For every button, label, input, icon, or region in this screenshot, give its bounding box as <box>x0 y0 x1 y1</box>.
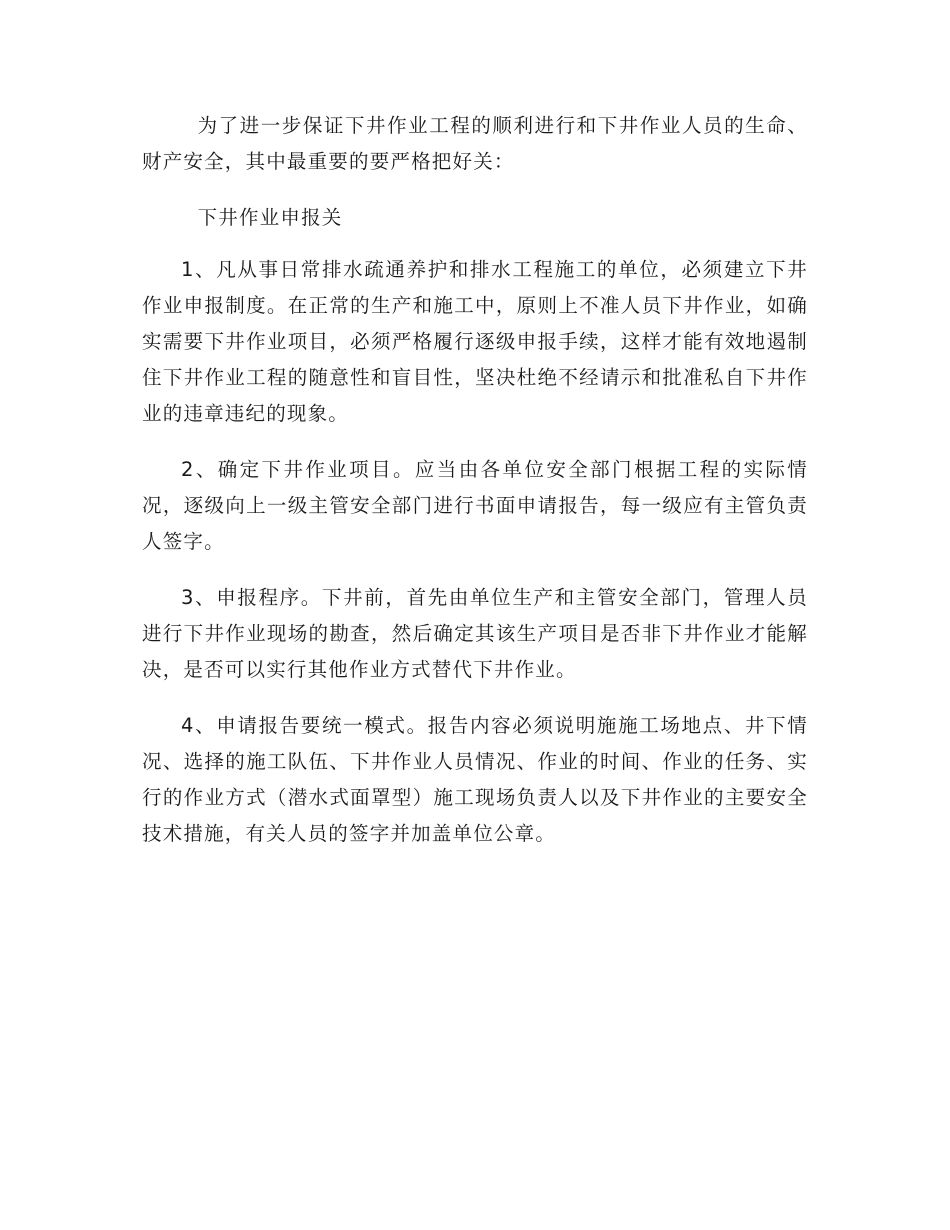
item-paragraph-3: 3、申报程序。下井前，首先由单位生产和主管安全部门，管理人员进行下井作业现场的勘查，然后确定其该生产项目是否非下井作业才能解决，是否可以实行其他作业方式替代下井作业。 <box>142 586 808 681</box>
item-paragraph-4: 4、申请报告要统一模式。报告内容必须说明施施工场地点、井下情况、选择的施工队伍、下井作业人员情况、作业的时间、作业的任务、实行的作业方式（潜水式面罩型）施工现场负责人以及下井作业的主要安全技术措施，有关人员的签字并加盖单位公章。 <box>142 714 808 845</box>
section-heading: 下井作业申报关 <box>197 206 343 229</box>
item-paragraph-2: 2、确定下井作业项目。应当由各单位安全部门根据工程的实际情况，逐级向上一级主管安全部门进行书面申请报告，每一级应有主管负责人签字。 <box>142 458 808 553</box>
document-body <box>142 108 808 872</box>
intro-paragraph: 为了进一步保证下井作业工程的顺利进行和下井作业人员的生命、财产安全，其中最重要的要严格把好关： <box>142 114 808 173</box>
item-paragraph-1: 1、凡从事日常排水疏通养护和排水工程施工的单位，必须建立下井作业申报制度。在正常的生产和施工中，原则上不准人员下井作业，如确实需要下井作业项目，必须严格履行逐级申报手续，这样才能有效地遏制住下井作业工程的随意性和盲目性，坚决杜绝不经请示和批准私自下井作业的违章违纪的现象。 <box>142 258 808 425</box>
